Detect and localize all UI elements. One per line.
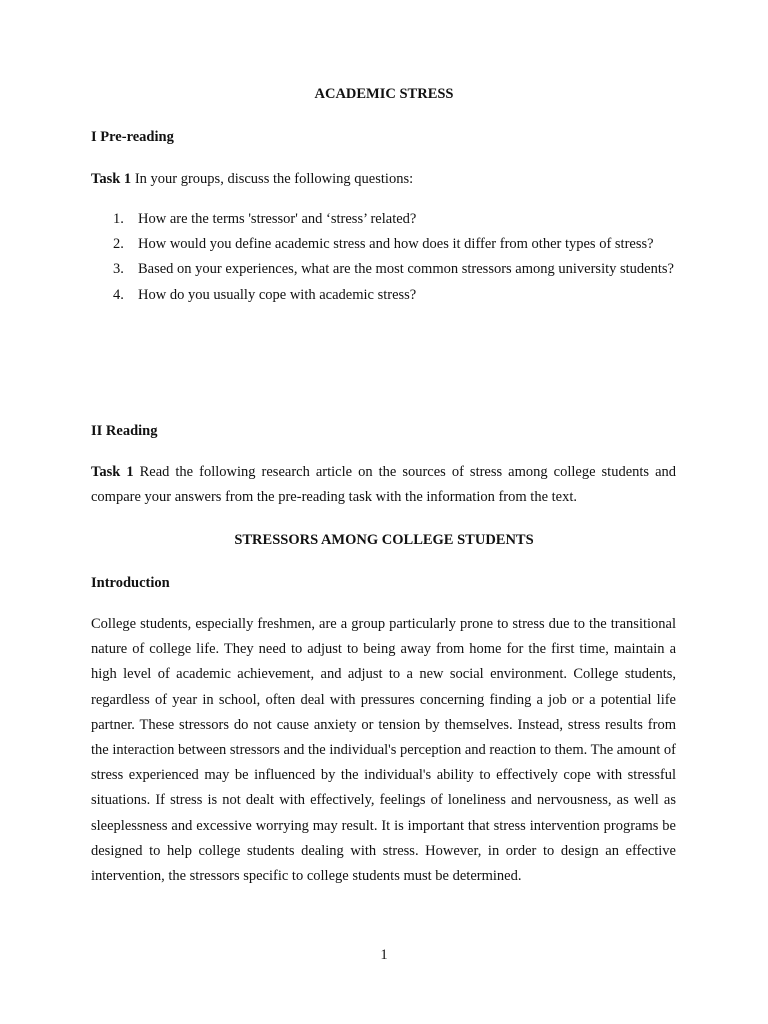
introduction-heading: Introduction bbox=[91, 575, 170, 591]
pre-reading-heading: I Pre-reading bbox=[91, 129, 174, 145]
question-text: How are the terms 'stressor' and ‘stress’ related? bbox=[138, 211, 417, 227]
document-title: ACADEMIC STRESS bbox=[314, 86, 454, 102]
question-number: 4. bbox=[113, 286, 124, 303]
reading-task-text: Read the following research article on the sources of stress among college students and compare your answers from the pre-reading task with the information from the text. bbox=[91, 464, 676, 506]
reading-task-label: Task 1 bbox=[91, 464, 134, 480]
question-text: How would you define academic stress and how does it differ from other types of stress? bbox=[138, 236, 654, 253]
page-number: 1 bbox=[380, 947, 388, 963]
question-text: How do you usually cope with academic stress? bbox=[138, 286, 417, 303]
introduction-paragraph: College students, especially freshmen, are a group particularly prone to stress due to the transitional nature of college life. They need to adjust to being away from home for the first time, maintain a high level of academic achievement, and adjust to a new social environment. College students, regardless of year in school, often deal with pressures concerning finding a job or a potential life partner. These stressors do not cause anxiety or tension by themselves. Instead, stress results from the interaction between stressors and the individual's perception and reaction to them. The amount of stress experienced may be influenced by the individual's ability to effectively cope with stressful situations. If stress is not dealt with effectively, feelings of loneliness and nervousness, as well as sleeplessness and excessive worrying may result. It is important that stress intervention programs be designed to help college students dealing with stress. However, in order to design an effective intervention, the stressors specific to college students must be determined. bbox=[91, 616, 676, 885]
question-number: 3. bbox=[113, 261, 124, 278]
question-item bbox=[91, 283, 676, 308]
pre-reading-task bbox=[91, 167, 676, 192]
question-number: 2. bbox=[113, 236, 124, 253]
reading-heading: II Reading bbox=[91, 423, 158, 439]
pre-reading-task-text: In your groups, discuss the following questions: bbox=[131, 171, 414, 187]
article-title: STRESSORS AMONG COLLEGE STUDENTS bbox=[234, 532, 534, 548]
question-text: Based on your experiences, what are the most common stressors among university students? bbox=[138, 261, 674, 278]
question-item bbox=[91, 257, 676, 282]
question-number: 1. bbox=[113, 211, 124, 227]
question-item bbox=[91, 207, 676, 232]
reading-task bbox=[91, 460, 676, 510]
pre-reading-task-label: Task 1 bbox=[91, 171, 132, 187]
question-item bbox=[91, 232, 676, 257]
question-list bbox=[91, 207, 676, 308]
